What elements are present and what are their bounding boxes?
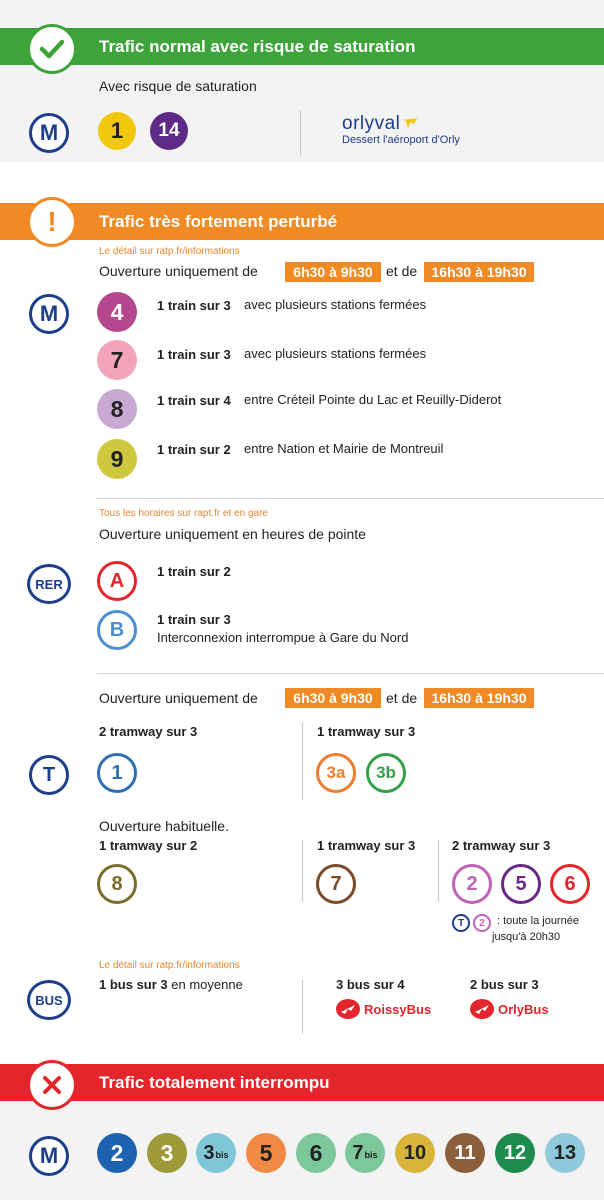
rer-line-a-badge[interactable]: A — [97, 561, 137, 601]
interrupted-status-title: Trafic totalement interrompu — [99, 1073, 330, 1092]
tram-group3-frequency: 1 tramway sur 2 — [99, 838, 198, 853]
metro-line-7-frequency: 1 train sur 3 — [157, 347, 231, 362]
rer-line-a-frequency: 1 train sur 2 — [157, 564, 231, 579]
metro-line-7-description: avec plusieurs stations fermées — [244, 346, 427, 361]
metro-detail-link[interactable]: Le détail sur ratp.fr/informations — [99, 246, 240, 257]
interrupted-status-bar — [0, 1064, 604, 1101]
tram-opening-label: Ouverture uniquement de — [99, 690, 258, 706]
rer-detail-link[interactable]: Tous les horaires sur rapt.fr et en gare — [99, 508, 268, 519]
metro-line-7-badge[interactable]: 7 — [97, 340, 137, 380]
tram-line-3b-badge[interactable]: 3b — [366, 753, 406, 793]
tram-line-2-mini-badge: 2 — [473, 914, 491, 932]
bus-frequency-rest: en moyenne — [171, 977, 243, 992]
metro-line-3bis-badge[interactable] — [196, 1133, 236, 1173]
roissybus-name: RoissyBus — [364, 1001, 432, 1017]
tram-line-7-badge[interactable]: 7 — [316, 864, 356, 904]
metro-line-3bis-number: 3 — [203, 1141, 215, 1164]
orlybus-logo[interactable] — [470, 999, 549, 1019]
metro-line-6-badge[interactable]: 6 — [296, 1133, 336, 1173]
metro-line-9-frequency: 1 train sur 2 — [157, 442, 231, 457]
orlybus-frequency: 2 bus sur 3 — [470, 977, 539, 992]
rer-line-b-badge[interactable]: B — [97, 610, 137, 650]
metro-line-7bis-badge[interactable] — [345, 1133, 385, 1173]
section-divider — [302, 980, 303, 1034]
normal-subtitle: Avec risque de saturation — [99, 78, 257, 94]
rer-network-icon: RER — [27, 564, 71, 604]
metro-line-3-badge[interactable]: 3 — [147, 1133, 187, 1173]
metro-network-icon: M — [29, 294, 69, 334]
rer-line-b-frequency: 1 train sur 3 — [157, 612, 231, 627]
metro-line-9-description: entre Nation et Mairie de Montreuil — [244, 441, 444, 456]
bus-network-icon: BUS — [27, 980, 71, 1020]
orlybus-name: OrlyBus — [498, 1001, 549, 1017]
metro-line-13-badge[interactable]: 13 — [545, 1133, 585, 1173]
rer-opening-label: Ouverture uniquement en heures de pointe — [99, 526, 366, 542]
exclamation-icon: ! — [27, 197, 77, 247]
bus-frequency-bold: 1 bus sur 3 — [99, 977, 168, 992]
metro-line-11-badge[interactable]: 11 — [445, 1133, 485, 1173]
tram-note-until: jusqu'à 20h30 — [492, 931, 561, 943]
bus-frequency — [99, 977, 243, 992]
metro-line-8-frequency: 1 train sur 4 — [157, 393, 231, 408]
tram-network-icon: T — [29, 755, 69, 795]
tram-group1-frequency: 2 tramway sur 3 — [99, 724, 198, 739]
tram-network-mini-icon: T — [452, 914, 470, 932]
plane-icon — [402, 117, 418, 131]
metro-line-12-badge[interactable]: 12 — [495, 1133, 535, 1173]
tram-and-label: et de — [386, 690, 418, 706]
roissybus-logo[interactable] — [336, 999, 431, 1019]
metro-time-slot-2: 16h30 à 19h30 — [424, 262, 534, 282]
orlyval-description: Dessert l'aéroport d'Orly — [342, 134, 460, 146]
section-divider — [97, 673, 604, 674]
metro-network-icon: M — [29, 113, 69, 153]
cross-icon — [27, 1060, 77, 1110]
metro-and-label: et de — [386, 263, 418, 279]
section-divider — [300, 110, 301, 156]
metro-line-7bis-number: 7 — [352, 1141, 364, 1164]
roissybus-icon — [336, 999, 360, 1019]
metro-line-1-badge[interactable]: 1 — [98, 112, 136, 150]
normal-section-bg — [0, 0, 604, 162]
tram-time-slot-2: 16h30 à 19h30 — [424, 688, 534, 708]
orlyval-name: orlyval — [342, 113, 401, 134]
bus-detail-link[interactable]: Le détail sur ratp.fr/informations — [99, 960, 240, 971]
tram-usual-opening-label: Ouverture habituelle. — [99, 818, 229, 834]
tram-note: : toute la journée — [497, 915, 579, 927]
roissybus-frequency: 3 bus sur 4 — [336, 977, 405, 992]
checkmark-icon — [27, 24, 77, 74]
metro-line-14-badge[interactable]: 14 — [150, 112, 188, 150]
metro-line-8-badge[interactable]: 8 — [97, 389, 137, 429]
section-divider — [438, 840, 439, 902]
perturbed-status-bar — [0, 203, 604, 240]
orlybus-icon — [470, 999, 494, 1019]
metro-line-10-badge[interactable]: 10 — [395, 1133, 435, 1173]
metro-line-9-badge[interactable]: 9 — [97, 439, 137, 479]
section-divider — [97, 498, 604, 499]
metro-line-7bis-suffix: bis — [364, 1150, 378, 1160]
tram-time-slot-1: 6h30 à 9h30 — [285, 688, 381, 708]
tram-line-6-badge[interactable]: 6 — [550, 864, 590, 904]
metro-line-2-badge[interactable]: 2 — [97, 1133, 137, 1173]
perturbed-status-title: Trafic très fortement perturbé — [99, 212, 338, 231]
metro-time-slot-1: 6h30 à 9h30 — [285, 262, 381, 282]
metro-line-4-badge[interactable]: 4 — [97, 292, 137, 332]
metro-opening-label: Ouverture uniquement de — [99, 263, 258, 279]
metro-line-3bis-suffix: bis — [215, 1150, 229, 1160]
metro-line-8-description: entre Créteil Pointe du Lac et Reuilly-Diderot — [244, 392, 502, 407]
tram-line-8-badge[interactable]: 8 — [97, 864, 137, 904]
tram-group5-frequency: 2 tramway sur 3 — [452, 838, 551, 853]
normal-status-title: Trafic normal avec risque de saturation — [99, 37, 416, 56]
tram-line-2-badge[interactable]: 2 — [452, 864, 492, 904]
section-divider — [302, 722, 303, 800]
tram-line-5-badge[interactable]: 5 — [501, 864, 541, 904]
orlyval-logo[interactable] — [342, 113, 418, 135]
normal-status-bar — [0, 28, 604, 65]
rer-line-b-description: Interconnexion interrompue à Gare du Nord — [157, 630, 409, 645]
tram-group4-frequency: 1 tramway sur 3 — [317, 838, 416, 853]
metro-line-5-badge[interactable]: 5 — [246, 1133, 286, 1173]
metro-network-icon: M — [29, 1136, 69, 1176]
tram-line-1-badge[interactable]: 1 — [97, 753, 137, 793]
tram-group2-frequency: 1 tramway sur 3 — [317, 724, 416, 739]
metro-line-4-frequency: 1 train sur 3 — [157, 298, 231, 313]
tram-line-3a-badge[interactable]: 3a — [316, 753, 356, 793]
section-divider — [302, 840, 303, 902]
metro-line-4-description: avec plusieurs stations fermées — [244, 297, 427, 312]
